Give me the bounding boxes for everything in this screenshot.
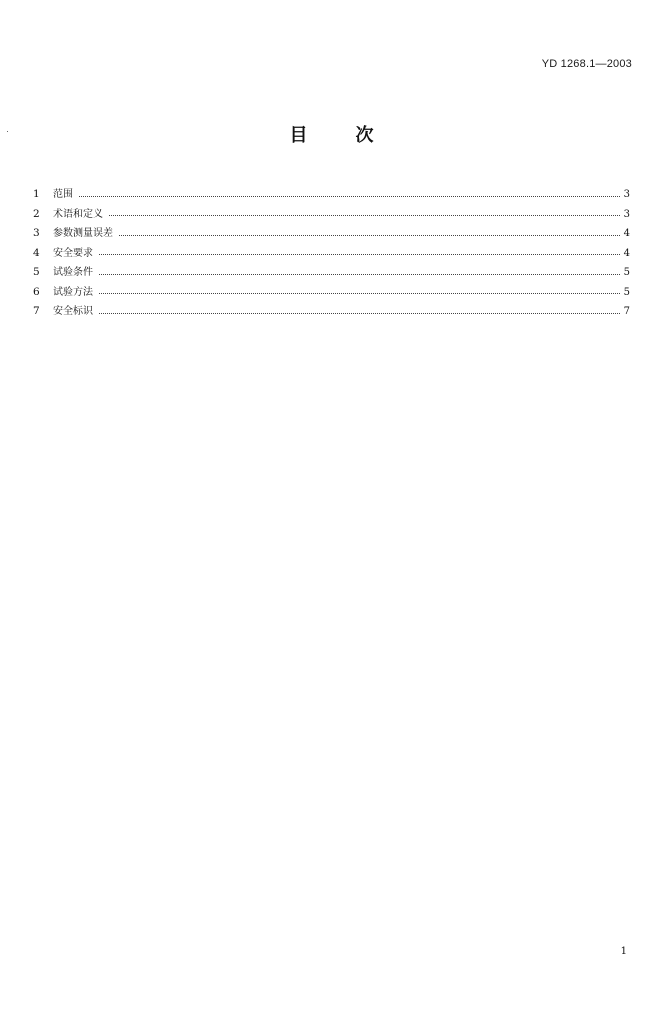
toc-entry[interactable] xyxy=(33,283,630,303)
toc-entry-title: 试验方法 xyxy=(53,286,93,298)
toc-entry-page: 3 xyxy=(623,189,630,200)
toc-leader-dots xyxy=(99,313,620,314)
toc-entry-title: 参数测量误差 xyxy=(53,228,113,239)
toc-entry-number: 1 xyxy=(33,188,40,200)
toc-entry[interactable] xyxy=(33,244,630,264)
toc-leader-dots xyxy=(99,254,620,255)
page-title xyxy=(0,121,663,147)
toc-entry-title: 范围 xyxy=(53,189,73,200)
toc-entry-page: 5 xyxy=(623,267,630,278)
toc-entry-title: 安全标识 xyxy=(53,306,93,317)
toc-leader-dots xyxy=(79,196,620,197)
standard-code: YD 1268.1—2003 xyxy=(541,58,632,70)
toc-leader-dots xyxy=(99,274,620,275)
table-of-contents xyxy=(33,185,630,322)
toc-entry-number: 2 xyxy=(33,207,40,220)
page-number: 1 xyxy=(620,946,627,957)
toc-entry-page: 4 xyxy=(623,228,630,239)
toc-entry-number: 3 xyxy=(33,227,40,239)
toc-entry-title: 安全要求 xyxy=(53,247,93,259)
toc-entry-title: 试验条件 xyxy=(53,267,93,278)
title-char-2: 次 xyxy=(355,125,374,146)
title-char-1: 目 xyxy=(289,125,308,146)
toc-entry-page: 3 xyxy=(623,208,630,220)
toc-entry[interactable] xyxy=(33,263,630,283)
toc-entry-title: 术语和定义 xyxy=(53,208,103,220)
toc-entry[interactable] xyxy=(33,185,630,205)
toc-entry-number: 7 xyxy=(33,305,40,317)
toc-entry-number: 4 xyxy=(33,246,40,259)
toc-entry[interactable] xyxy=(33,302,630,322)
toc-entry-number: 6 xyxy=(33,285,40,298)
toc-leader-dots xyxy=(99,293,620,294)
toc-leader-dots xyxy=(119,235,620,236)
toc-entry-page: 5 xyxy=(623,286,630,298)
toc-entry-page: 4 xyxy=(623,247,630,259)
toc-entry-number: 5 xyxy=(33,266,40,278)
toc-leader-dots xyxy=(109,215,620,216)
toc-entry-page: 7 xyxy=(623,306,630,317)
toc-entry[interactable] xyxy=(33,205,630,225)
toc-entry[interactable] xyxy=(33,224,630,244)
